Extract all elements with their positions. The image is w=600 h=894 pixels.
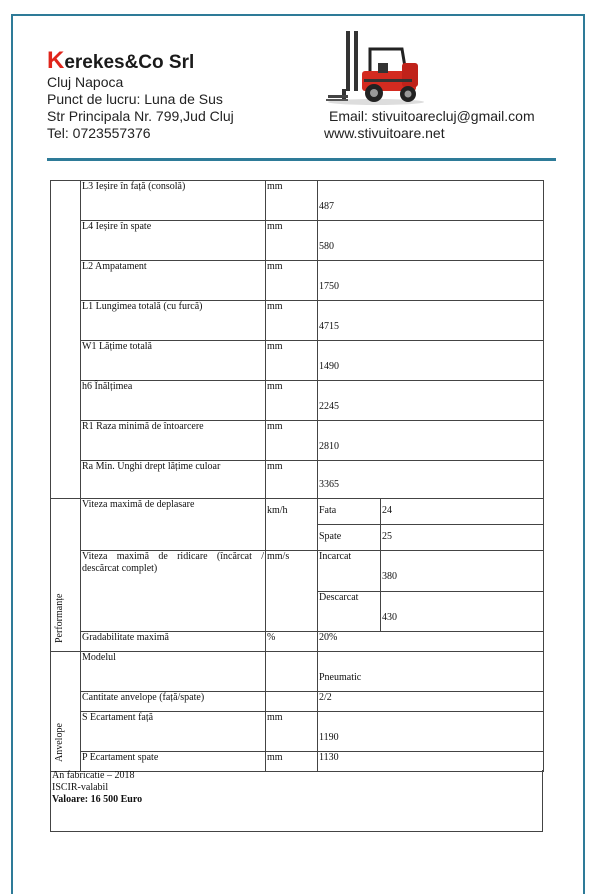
- row-label: Viteza maximă de ridicare (încărcat / descărcat complet): [81, 551, 266, 632]
- table-row: [51, 381, 544, 421]
- row-value-cell: [318, 301, 544, 341]
- row-value: 1750: [319, 281, 339, 292]
- section-dimensions: [51, 181, 81, 499]
- row-unit: mm: [266, 712, 318, 752]
- website: www.stivuitoare.net: [324, 125, 445, 141]
- row-value: 487: [319, 201, 334, 212]
- row-value: 2245: [319, 401, 339, 412]
- footer-notes: [50, 770, 543, 832]
- iscir-status: ISCIR-valabil: [52, 782, 109, 793]
- table-row: [51, 341, 544, 381]
- section-performance: [51, 499, 81, 652]
- row-value-cell: [318, 261, 544, 301]
- row-value: 1130: [318, 752, 544, 772]
- row-unit: mm: [266, 221, 318, 261]
- row-value-cell: [318, 381, 544, 421]
- row-label: Gradabilitate maximă: [81, 632, 266, 652]
- table-row: [51, 461, 544, 499]
- company-name-rest: erekes&Co Srl: [64, 52, 195, 73]
- speed-reverse-label: Spate: [318, 525, 381, 551]
- lift-unloaded-label: Descarcat: [318, 592, 381, 632]
- row-label: Viteza maximă de deplasare: [81, 499, 266, 551]
- row-value: 1190: [319, 732, 339, 743]
- lift-loaded-label: Incarcat: [318, 551, 381, 592]
- table-row: [51, 692, 544, 712]
- manufacture-year: An fabricatie – 2018: [52, 770, 135, 781]
- spec-table: [50, 180, 544, 772]
- table-row: [51, 712, 544, 752]
- price: Valoare: 16 500 Euro: [52, 794, 143, 805]
- row-unit: mm: [266, 461, 318, 499]
- row-unit: mm: [266, 381, 318, 421]
- row-label: L3 Ieșire în față (consolă): [81, 181, 266, 221]
- row-value-cell: [318, 652, 544, 692]
- row-label: R1 Raza minimă de întoarcere: [81, 421, 266, 461]
- row-unit: [266, 692, 318, 712]
- row-unit: [266, 652, 318, 692]
- row-value: 3365: [319, 479, 339, 490]
- row-label: Cantitate anvelope (față/spate): [81, 692, 266, 712]
- row-label: W1 Lățime totală: [81, 341, 266, 381]
- row-value-cell: [318, 221, 544, 261]
- table-row: [51, 421, 544, 461]
- row-value-cell: [318, 461, 544, 499]
- lift-unloaded-value: 430: [382, 612, 397, 623]
- row-value: 1490: [319, 361, 339, 372]
- row-unit: mm: [266, 341, 318, 381]
- table-row: [51, 632, 544, 652]
- speed-forward-label: Fata: [318, 499, 381, 525]
- row-value: 2810: [319, 441, 339, 452]
- workplace: Punct de lucru: Luna de Sus: [47, 91, 223, 107]
- header-divider: [47, 158, 556, 161]
- row-unit: mm: [266, 752, 318, 772]
- section-performance-label: Performanțe: [53, 593, 65, 643]
- row-value-cell: [318, 712, 544, 752]
- row-label: P Ecartament spate: [81, 752, 266, 772]
- table-row: [51, 221, 544, 261]
- letterhead: [47, 47, 234, 142]
- row-unit: mm: [266, 421, 318, 461]
- row-label: L2 Ampatament: [81, 261, 266, 301]
- row-value-cell: [318, 341, 544, 381]
- row-unit: mm/s: [266, 551, 318, 632]
- forklift-image: [318, 27, 430, 107]
- row-label: Modelul: [81, 652, 266, 692]
- section-tires-label: Anvelope: [53, 723, 65, 762]
- lift-loaded-cell: [381, 551, 544, 592]
- address: Str Principala Nr. 799,Jud Cluj: [47, 108, 234, 124]
- lift-loaded-value: 380: [382, 571, 397, 582]
- lift-unloaded-cell: [381, 592, 544, 632]
- row-unit: mm: [266, 301, 318, 341]
- row-value-cell: [318, 421, 544, 461]
- speed-forward-value: 24: [381, 499, 544, 525]
- row-label: h6 Înălțimea: [81, 381, 266, 421]
- row-value: Pneumatic: [319, 672, 362, 683]
- row-value: 580: [319, 241, 334, 252]
- row-unit: km/h: [266, 499, 318, 551]
- row-value: 4715: [319, 321, 339, 332]
- table-row: [51, 181, 544, 221]
- row-label: Ra Min. Unghi drept lățime culoar: [81, 461, 266, 499]
- table-row: [51, 301, 544, 341]
- contact-info: [324, 108, 535, 142]
- row-label: S Ecartament față: [81, 712, 266, 752]
- company-initial: K: [47, 47, 65, 74]
- row-value-cell: [318, 181, 544, 221]
- city: Cluj Napoca: [47, 74, 124, 90]
- table-row: [51, 652, 544, 692]
- row-value: 2/2: [318, 692, 544, 712]
- speed-reverse-value: 25: [381, 525, 544, 551]
- table-row: [51, 261, 544, 301]
- table-row: [51, 499, 544, 525]
- row-unit: mm: [266, 181, 318, 221]
- phone: Tel: 0723557376: [47, 125, 151, 141]
- table-row: [51, 551, 544, 592]
- section-tires: [51, 652, 81, 772]
- email: Email: stivuitoarecluj@gmail.com: [329, 108, 535, 124]
- row-label: L4 Ieșire în spate: [81, 221, 266, 261]
- row-label: L1 Lungimea totală (cu furcă): [81, 301, 266, 341]
- row-unit: %: [266, 632, 318, 652]
- row-unit: mm: [266, 261, 318, 301]
- company-name: [47, 47, 234, 74]
- row-value: 20%: [318, 632, 544, 652]
- table-row: [51, 752, 544, 772]
